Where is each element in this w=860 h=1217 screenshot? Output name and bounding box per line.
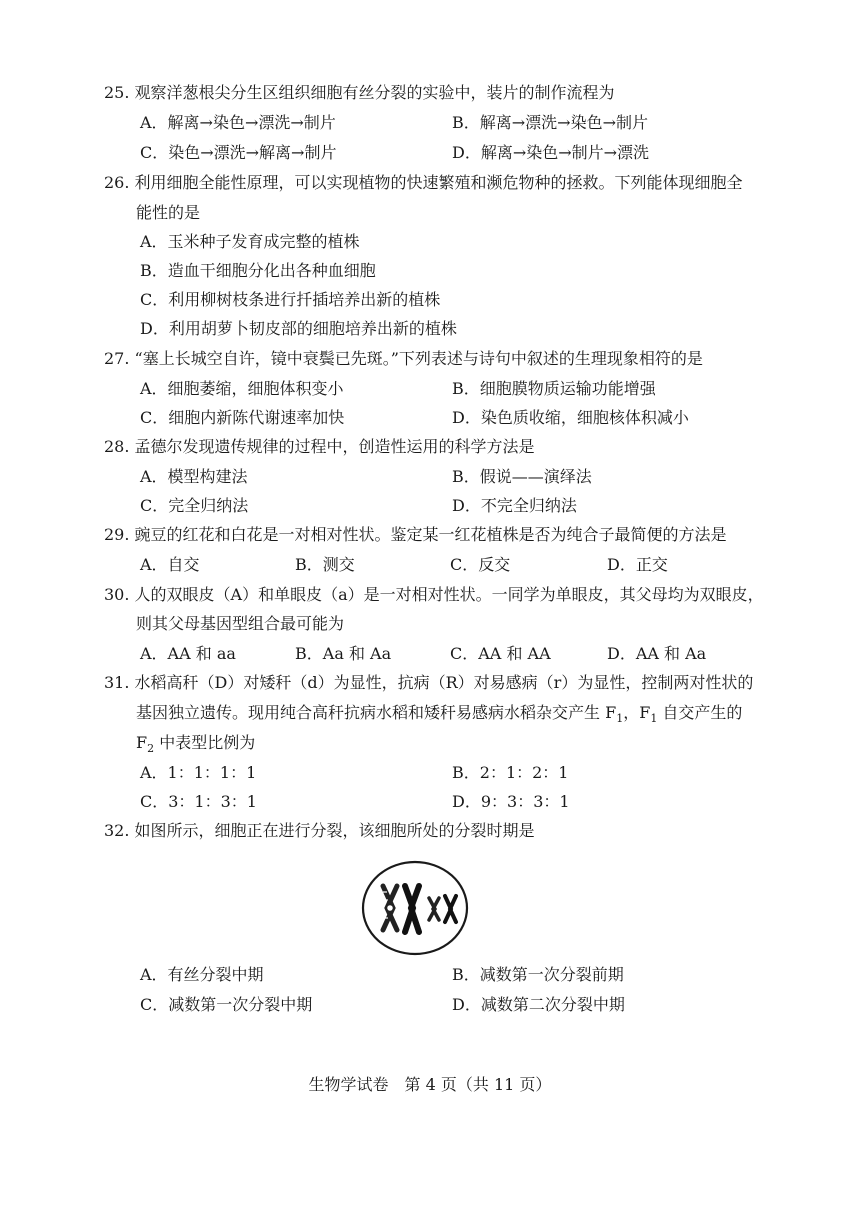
question-number: 26. xyxy=(104,173,130,192)
option-a: A．有丝分裂中期 xyxy=(140,965,264,984)
option-b: B．Aa 和 Aa xyxy=(295,644,392,663)
question-number: 29. xyxy=(104,525,130,544)
option-d: D．正交 xyxy=(607,555,668,574)
question-stem: 如图所示，细胞正在进行分裂，该细胞所处的分裂时期是 xyxy=(134,821,535,840)
option-c: C．AA 和 AA xyxy=(450,644,551,663)
question-28 xyxy=(104,434,764,457)
option-d: D．解离→染色→制片→漂洗 xyxy=(452,143,650,162)
option-d: D．不完全归纳法 xyxy=(452,496,577,515)
question-stem: “塞上长城空自许，镜中衰鬓已先斑。”下列表述与诗句中叙述的生理现象相符的是 xyxy=(134,349,703,368)
cell-division-figure xyxy=(361,860,469,956)
option-c: C．减数第一次分裂中期 xyxy=(140,995,313,1014)
question-stem: 水稻高秆（D）对矮秆（d）为显性，抗病（R）对易感病（r）为显性，控制两对性状的 xyxy=(134,673,754,692)
option-b: B．造血干细胞分化出各种血细胞 xyxy=(140,261,376,280)
question-number: 32. xyxy=(104,821,130,840)
question-number: 30. xyxy=(104,585,130,604)
option-c: C．反交 xyxy=(450,555,511,574)
option-d: D．利用胡萝卜韧皮部的细胞培养出新的植株 xyxy=(140,319,457,338)
option-b: B．测交 xyxy=(295,555,355,574)
option-b: B．细胞膜物质运输功能增强 xyxy=(452,379,656,398)
option-a: A．玉米种子发育成完整的植株 xyxy=(140,232,360,251)
question-stem-continued: 基因独立遗传。现用纯合高秆抗病水稻和矮秆易感病水稻杂交产生 $F_1$，$F_1$ 自交产生的 xyxy=(136,703,743,726)
option-d: D．9：3：3：1 xyxy=(452,792,570,811)
option-b: B．解离→漂洗→染色→制片 xyxy=(452,113,648,132)
chromosome-small-2 xyxy=(445,896,456,922)
question-stem-continued: 则其父母基因型组合最可能为 xyxy=(136,614,345,633)
question-26 xyxy=(104,170,764,193)
page-footer: 生物学试卷 第 4 页（共 11 页） xyxy=(308,1075,552,1094)
question-stem-continued: 能性的是 xyxy=(136,203,201,222)
option-c: C．3：1：3：1 xyxy=(140,792,257,811)
option-c: C．细胞内新陈代谢速率加快 xyxy=(140,408,345,427)
option-c: C．染色→漂洗→解离→制片 xyxy=(140,143,337,162)
option-d: D．AA 和 Aa xyxy=(607,644,707,663)
chromosome-large-1 xyxy=(383,886,397,930)
question-30 xyxy=(104,582,764,605)
option-a: A．解离→染色→漂洗→制片 xyxy=(140,113,336,132)
option-a: A．模型构建法 xyxy=(140,467,248,486)
question-31 xyxy=(104,670,764,693)
option-b: B．2：1：2：1 xyxy=(452,763,569,782)
question-29 xyxy=(104,522,764,545)
question-number: 25. xyxy=(104,83,130,102)
option-d: D．染色质收缩，细胞核体积减小 xyxy=(452,408,689,427)
question-stem: 利用细胞全能性原理，可以实现植物的快速繁殖和濒危物种的拯救。下列能体现细胞全 xyxy=(134,173,743,192)
option-a: A．1：1：1：1 xyxy=(140,763,257,782)
chromosome-large-2 xyxy=(405,886,419,932)
question-number: 31. xyxy=(104,673,130,692)
option-b: B．假说——演绎法 xyxy=(452,467,592,486)
option-a: A．AA 和 aa xyxy=(140,644,236,663)
option-b: B．减数第一次分裂前期 xyxy=(452,965,624,984)
option-c: C．完全归纳法 xyxy=(140,496,249,515)
question-32 xyxy=(104,818,764,841)
question-number: 28. xyxy=(104,437,130,456)
question-stem: 观察洋葱根尖分生区组织细胞有丝分裂的实验中，装片的制作流程为 xyxy=(134,83,615,102)
question-25 xyxy=(104,80,764,103)
question-stem: 豌豆的红花和白花是一对相对性状。鉴定某一红花植株是否为纯合子最简便的方法是 xyxy=(134,525,727,544)
question-stem-continued-2: $F_2$ 中表型比例为 xyxy=(136,733,256,756)
question-number: 27. xyxy=(104,349,130,368)
question-stem: 孟德尔发现遗传规律的过程中，创造性运用的科学方法是 xyxy=(134,437,535,456)
option-d: D．减数第二次分裂中期 xyxy=(452,995,625,1014)
option-a: A．细胞萎缩，细胞体积变小 xyxy=(140,379,344,398)
question-27 xyxy=(104,346,764,369)
question-stem: 人的双眼皮（A）和单眼皮（a）是一对相对性状。一同学为单眼皮，其父母均为双眼皮， xyxy=(134,585,764,604)
option-a: A．自交 xyxy=(140,555,200,574)
chromosome-small-1 xyxy=(429,898,439,920)
option-c: C．利用柳树枝条进行扦插培养出新的植株 xyxy=(140,290,441,309)
